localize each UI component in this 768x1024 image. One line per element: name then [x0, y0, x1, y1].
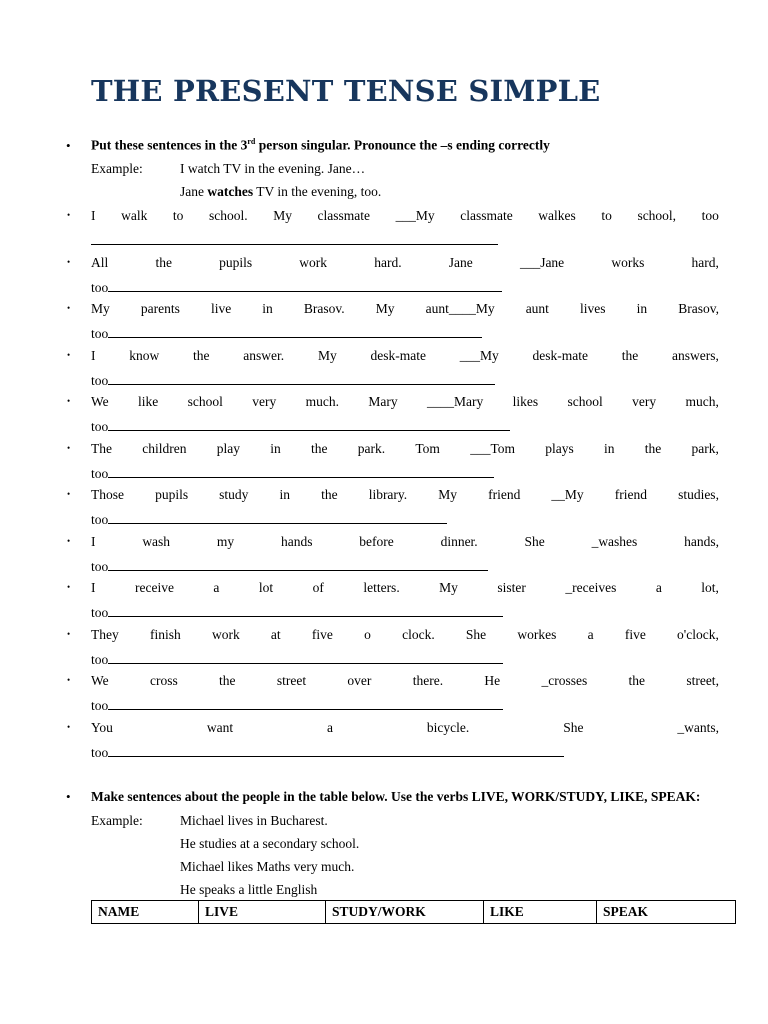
exercise-word: the [644, 441, 662, 456]
exercise-cont-word: too [91, 280, 109, 295]
exercise-word: park. [357, 441, 386, 456]
exercise-word: I [91, 580, 96, 595]
example-line: He studies at a secondary school. [180, 836, 360, 851]
exercise-word: ____Mary [427, 394, 484, 409]
exercise-cont-word: too [91, 559, 109, 574]
exercise-word: my [216, 534, 235, 549]
exercise-answer-line [91, 418, 510, 435]
answer-blank-line [108, 325, 482, 338]
exercise-word: Tom [415, 441, 440, 456]
exercise-word: lot [258, 580, 274, 595]
exercise-word: pupils [219, 255, 253, 270]
exercise-word: My [375, 301, 395, 316]
bullet-icon: • [67, 257, 71, 267]
exercise-word: much, [685, 394, 719, 409]
exercise-word: lot, [701, 580, 719, 595]
exercise-cont-word: too [91, 745, 109, 760]
exercise-word: _wants, [677, 720, 719, 735]
people-table [91, 900, 736, 924]
page-title: THE PRESENT TENSE SIMPLE [91, 74, 601, 108]
answer-blank-line [108, 744, 564, 757]
section2-instruction: Make sentences about the people in the table below. Use the verbs LIVE, WORK/STUDY, LIKE, SPEAK: [91, 789, 701, 804]
exercise-word: a [587, 627, 594, 642]
exercise-word: They [91, 627, 119, 642]
exercise-word: a [327, 720, 333, 735]
example-label: Example: [91, 161, 143, 176]
exercise-word: classmate [460, 208, 513, 223]
exercise-word: answer. [243, 348, 285, 363]
bullet-icon: • [67, 722, 71, 732]
exercise-answer-line [91, 279, 502, 296]
exercise-sentence [91, 580, 719, 596]
exercise-word: I [91, 348, 96, 363]
example-label: Example: [91, 813, 143, 828]
exercise-word: to [601, 208, 612, 223]
exercise-sentence [91, 255, 719, 271]
exercise-word: the [628, 673, 646, 688]
exercise-word: receive [134, 580, 174, 595]
exercise-word: study [219, 487, 249, 502]
exercise-word: hands, [684, 534, 719, 549]
exercise-word: walk [121, 208, 148, 223]
exercise-cont-word: too [91, 698, 109, 713]
exercise-word: much. [305, 394, 340, 409]
exercise-word: You [91, 720, 113, 735]
bullet-icon: • [67, 396, 71, 406]
exercise-word: five [311, 627, 333, 642]
exercise-word: in [270, 441, 281, 456]
exercise-word: desk-mate [532, 348, 588, 363]
exercise-cont-word: too [91, 512, 109, 527]
exercise-word: in [604, 441, 615, 456]
exercise-word: play [216, 441, 240, 456]
exercise-answer-line [91, 697, 503, 714]
exercise-word: school, [637, 208, 677, 223]
exercise-word: studies, [678, 487, 719, 502]
exercise-word: in [262, 301, 273, 316]
exercise-word: She [465, 627, 487, 642]
exercise-word: five [624, 627, 646, 642]
bullet-icon: • [67, 210, 71, 220]
exercise-answer-line [91, 511, 447, 528]
exercise-word: ___Tom [470, 441, 515, 456]
exercise-word: My [438, 487, 458, 502]
exercise-word: We [91, 673, 109, 688]
exercise-word: friend [614, 487, 647, 502]
exercise-word: finish [149, 627, 181, 642]
exercise-word: o [364, 627, 371, 642]
answer-blank-line [91, 232, 498, 245]
exercise-word: hands [280, 534, 313, 549]
exercise-word: school [187, 394, 223, 409]
exercise-sentence [91, 348, 719, 364]
example-line: Michael lives in Bucharest. [180, 813, 328, 828]
exercise-word: pupils [155, 487, 189, 502]
exercise-word: She [563, 720, 584, 735]
example-line: Michael likes Maths very much. [180, 859, 355, 874]
table-header-cell: SPEAK [597, 901, 736, 924]
exercise-answer-line [91, 651, 503, 668]
exercise-word: library. [368, 487, 408, 502]
answer-blank-line [108, 604, 503, 617]
exercise-word: the [219, 673, 236, 688]
exercise-sentence [91, 534, 719, 550]
exercise-cont-word: too [91, 605, 109, 620]
exercise-word: children [142, 441, 187, 456]
exercise-word: live [210, 301, 232, 316]
exercise-cont-word: too [91, 419, 109, 434]
exercise-word: park, [691, 441, 719, 456]
table-header-cell: NAME [92, 901, 199, 924]
exercise-word: the [155, 255, 172, 270]
exercise-word: likes [512, 394, 539, 409]
answer-blank-line [108, 465, 494, 478]
exercise-cont-word: too [91, 652, 109, 667]
exercise-word: Brasov, [678, 301, 719, 316]
exercise-sentence [91, 627, 719, 643]
exercise-word: the [621, 348, 639, 363]
exercise-word: works [611, 255, 645, 270]
exercise-word: The [91, 441, 112, 456]
answer-blank-line [108, 279, 502, 292]
answer-blank-line [108, 511, 447, 524]
exercise-word: parents [140, 301, 180, 316]
exercise-sentence [91, 441, 719, 457]
exercise-word: workes [517, 627, 557, 642]
exercise-word: ___My [395, 208, 435, 223]
exercise-word: o'clock, [677, 627, 719, 642]
exercise-word: sister [497, 580, 526, 595]
exercise-word: the [193, 348, 210, 363]
exercise-word: school [567, 394, 603, 409]
exercise-word: a [655, 580, 662, 595]
exercise-sentence [91, 394, 719, 410]
exercise-word: Those [91, 487, 124, 502]
exercise-word: street, [686, 673, 719, 688]
exercise-word: to [172, 208, 184, 223]
exercise-cont-word: too [91, 466, 109, 481]
exercise-word: want [206, 720, 234, 735]
exercise-word: very [252, 394, 277, 409]
exercise-word: ___Jane [519, 255, 565, 270]
bullet-icon: • [67, 675, 71, 685]
exercise-word: hard. [374, 255, 402, 270]
exercise-word: street [276, 673, 307, 688]
exercise-word: like [138, 394, 159, 409]
exercise-answer-line [91, 558, 488, 575]
bullet-icon: • [67, 582, 71, 592]
exercise-word: ___My [459, 348, 499, 363]
exercise-word: in [279, 487, 291, 502]
exercise-word: know [129, 348, 160, 363]
exercise-word: He [484, 673, 501, 688]
exercise-word: in [636, 301, 648, 316]
exercise-word: a [213, 580, 220, 595]
exercise-word: aunt [525, 301, 549, 316]
answer-blank-line [108, 372, 495, 385]
answer-blank-line [108, 418, 510, 431]
example-line: He speaks a little English [180, 882, 318, 897]
exercise-word: before [359, 534, 394, 549]
exercise-word: I [91, 208, 96, 223]
exercise-cont-word: too [91, 373, 109, 388]
exercise-word: over [347, 673, 372, 688]
exercise-word: Jane [448, 255, 473, 270]
exercise-sentence [91, 720, 719, 736]
exercise-word: there. [412, 673, 444, 688]
table-header-cell: STUDY/WORK [326, 901, 484, 924]
exercise-word: Brasov. [303, 301, 345, 316]
exercise-word: We [91, 394, 109, 409]
exercise-word: I [91, 534, 96, 549]
exercise-answer-line [91, 325, 482, 342]
exercise-word: wash [142, 534, 171, 549]
exercise-word: at [270, 627, 281, 642]
exercise-word: All [91, 255, 109, 270]
exercise-word: hard, [691, 255, 719, 270]
exercise-word: dinner. [440, 534, 478, 549]
exercise-word: desk-mate [370, 348, 426, 363]
exercise-word: lives [580, 301, 606, 316]
answer-blank-line [108, 558, 488, 571]
exercise-answer-line [91, 232, 498, 249]
bullet-icon: • [67, 536, 71, 546]
exercise-answer-line [91, 744, 564, 761]
exercise-word: My [317, 348, 337, 363]
exercise-sentence [91, 301, 719, 317]
exercise-answer-line [91, 465, 494, 482]
example-line: Jane watches TV in the evening, too. [180, 184, 382, 199]
example-line: I watch TV in the evening. Jane… [180, 161, 366, 176]
answer-blank-line [108, 697, 503, 710]
exercise-word: My [273, 208, 292, 223]
exercise-word: letters. [363, 580, 400, 595]
bullet-icon: • [67, 489, 71, 499]
bullet-icon: • [67, 350, 71, 360]
bullet-icon: • [66, 789, 71, 804]
exercise-word: work [299, 255, 328, 270]
exercise-word: _washes [591, 534, 638, 549]
exercise-cont-word: too [91, 326, 109, 341]
exercise-word: school. [209, 208, 248, 223]
exercise-word: of [312, 580, 324, 595]
bullet-icon: • [67, 629, 71, 639]
exercise-word: Mary [368, 394, 398, 409]
table-header-row [92, 901, 736, 924]
exercise-word: She [524, 534, 545, 549]
section1-instruction: Put these sentences in the 3rd person singular. Pronounce the –s ending correctly [91, 137, 550, 153]
bullet-icon: • [66, 138, 71, 153]
exercise-word: answers, [672, 348, 719, 363]
exercise-word: the [321, 487, 338, 502]
exercise-word: My [91, 301, 110, 316]
exercise-sentence [91, 208, 719, 224]
exercise-word: bicycle. [426, 720, 470, 735]
exercise-word: __My [551, 487, 584, 502]
bullet-icon: • [67, 303, 71, 313]
exercise-sentence [91, 673, 719, 689]
exercise-word: cross [149, 673, 178, 688]
exercise-word: work [211, 627, 240, 642]
exercise-word: friend [488, 487, 521, 502]
exercise-word: clock. [402, 627, 435, 642]
table-header-cell: LIKE [484, 901, 597, 924]
table-header-cell: LIVE [199, 901, 326, 924]
exercise-word: classmate [317, 208, 371, 223]
exercise-word: the [311, 441, 328, 456]
exercise-answer-line [91, 604, 503, 621]
exercise-sentence [91, 487, 719, 503]
answer-blank-line [108, 651, 503, 664]
exercise-word: very [632, 394, 657, 409]
exercise-word: walkes [538, 208, 576, 223]
exercise-word: aunt____My [425, 301, 495, 316]
exercise-answer-line [91, 372, 495, 389]
exercise-word: plays [545, 441, 574, 456]
exercise-word: _receives [565, 580, 617, 595]
exercise-word: _crosses [541, 673, 588, 688]
bullet-icon: • [67, 443, 71, 453]
exercise-word: My [439, 580, 458, 595]
exercise-word: too [701, 208, 719, 223]
